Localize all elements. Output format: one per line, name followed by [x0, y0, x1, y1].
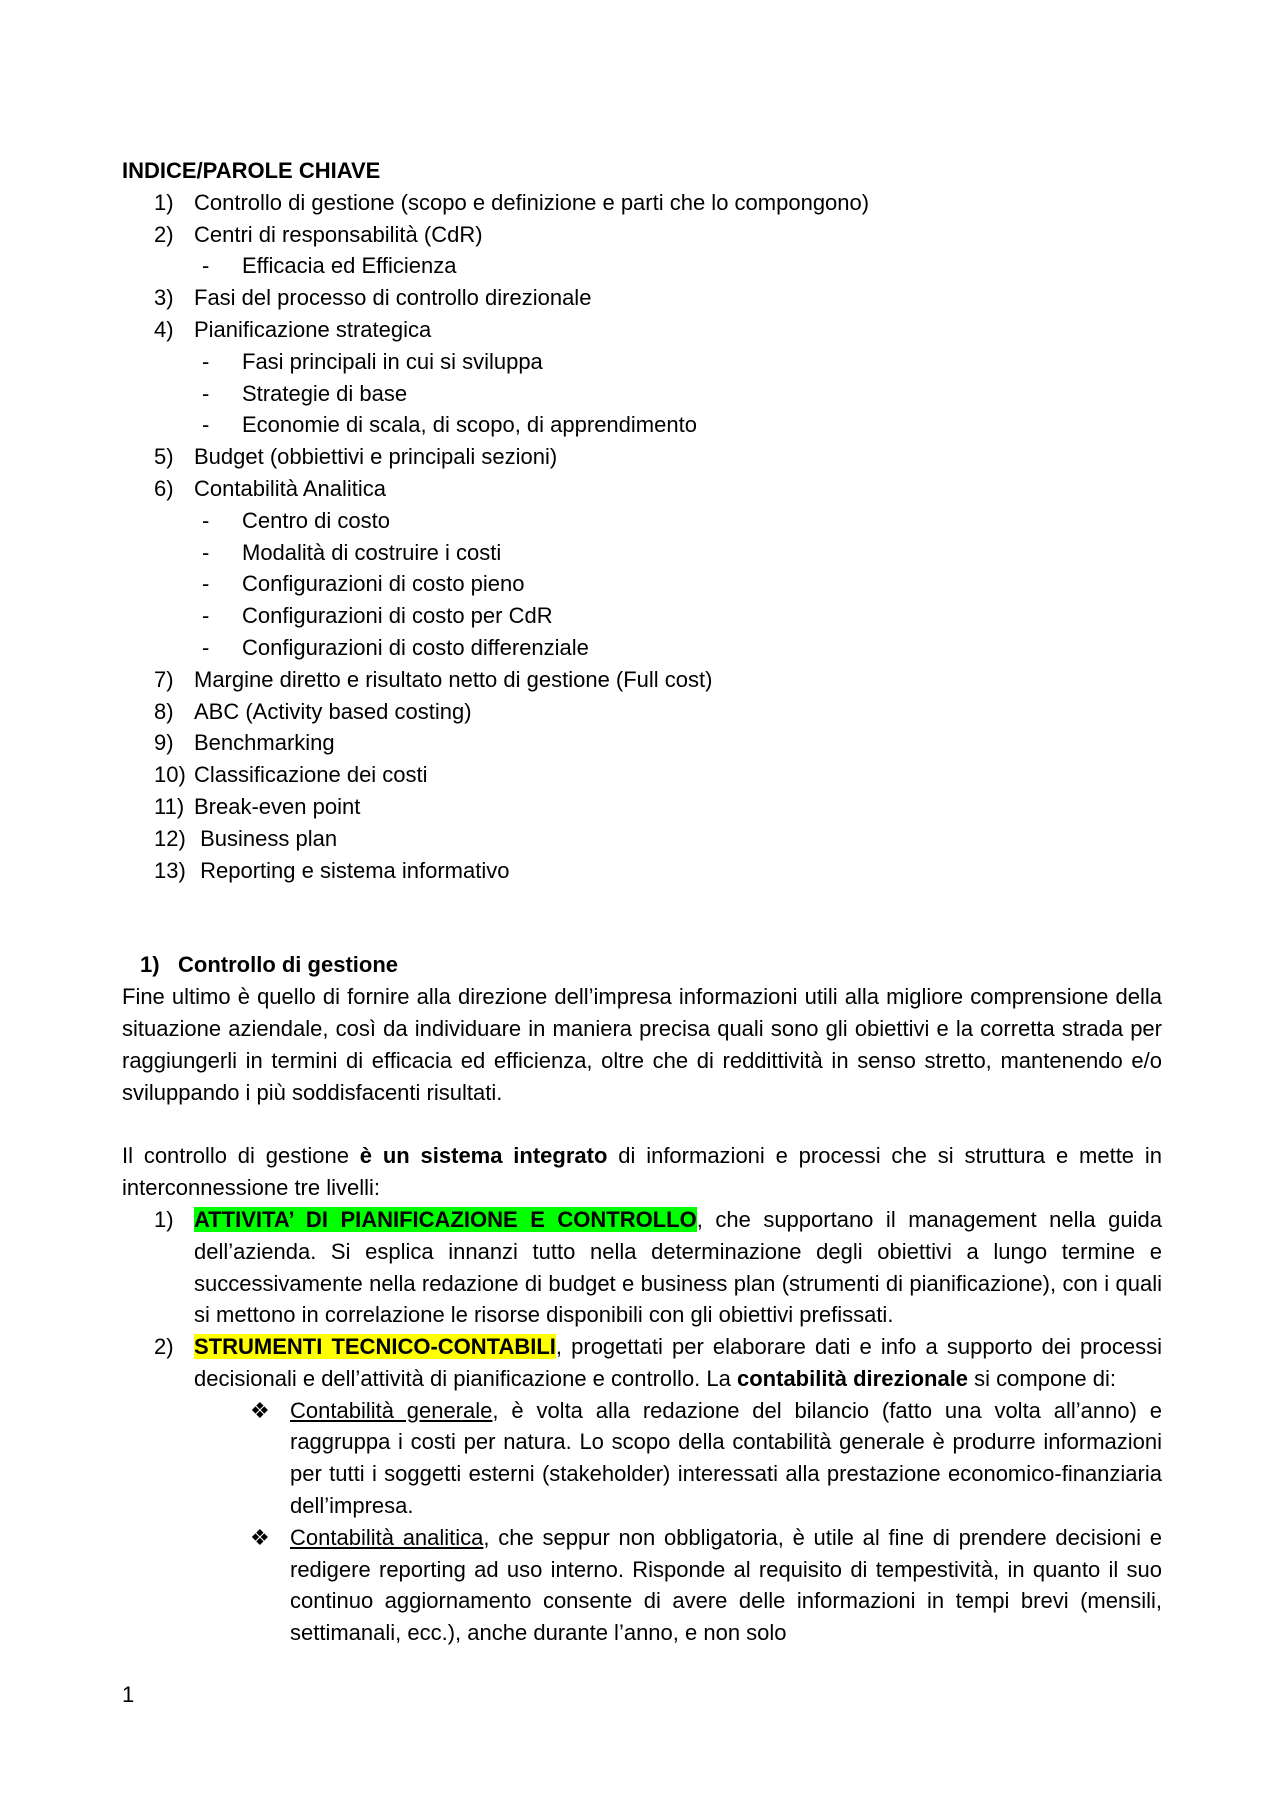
index-subitem: - Strategie di base — [202, 380, 408, 406]
index-title: INDICE/PAROLE CHIAVE — [122, 158, 381, 183]
page-number: 1 — [122, 1682, 135, 1707]
index-item: 9) Benchmarking — [154, 730, 335, 756]
index-item: 6) Contabilità Analitica — [154, 475, 387, 501]
index-subitem: - Configurazioni di costo pieno — [202, 571, 525, 597]
index-subitem: - Centro di costo — [202, 507, 390, 533]
index-item: 1) Controllo di gestione (scopo e definizione e parti che lo compongono) — [154, 189, 870, 215]
index-subitem: - Efficacia ed Efficienza — [202, 253, 457, 279]
diamond-bullet-icon: ❖ — [250, 1524, 270, 1550]
diamond-bullet-icon: ❖ — [250, 1397, 270, 1423]
index-item: 5) Budget (obbiettivi e principali sezioni) — [154, 444, 558, 470]
highlight-green: ATTIVITA’ DI PIANIFICAZIONE E CONTROLLO — [194, 1206, 697, 1232]
index-item: 7) Margine diretto e risultato netto di gestione (Full cost) — [154, 666, 713, 692]
index-item: 3) Fasi del processo di controllo direzionale — [154, 285, 592, 311]
bullet-item: ❖ Contabilità analitica, che seppur non obbligatoria, è utile al fine di prendere decisioni e redigere reporting ad uso interno. Risponde al requisito di tempestività, in quanto il suo continuo aggiornamento consente di avere delle informazioni in tempi brevi (mensili, settimanali, ecc.), anche durante l’anno, e non solo — [122, 1522, 1162, 1649]
level-item: 2) STRUMENTI TECNICO-CONTABILI, progettati per elaborare dati e info a supporto dei processi decisionali e dell’attività di pianificazione e controllo. La contabilità direzionale si compone di: — [154, 1334, 1162, 1391]
index-subitem: - Modalità di costruire i costi — [202, 539, 502, 565]
index-item: 10) Classificazione dei costi — [154, 762, 428, 788]
highlight-yellow: STRUMENTI TECNICO-CONTABILI — [194, 1334, 556, 1360]
index-subitem: - Economie di scala, di scopo, di apprendimento — [202, 412, 697, 438]
index-item: 2) Centri di responsabilità (CdR) — [154, 221, 483, 247]
bullet-item: ❖ Contabilità generale, è volta alla redazione del bilancio (fatto una volta all’anno) e raggruppa i costi per natura. Lo scopo della contabilità generale è produrre informazioni per tutti i soggetti esterni (stakeholder) interessati alla prestazione economico-finanziaria dell’impresa. — [122, 1395, 1162, 1522]
index-item: 12) Business plan — [154, 825, 338, 851]
section-paragraph: Fine ultimo è quello di fornire alla direzione dell’impresa informazioni utili alla migliore comprensione della situazione aziendale, così da individuare in maniera precisa quali sono gli obiettivi e la corretta strada per raggiungerli in termini di efficacia ed efficienza, oltre che di reddittività in senso stretto, mantenendo e/o sviluppando i più soddisfacenti risultati. — [122, 984, 1162, 1105]
index-subitem: - Fasi principali in cui si sviluppa — [202, 348, 543, 374]
index-item: 11) Break-even point — [154, 793, 361, 819]
index-item: 13) Reporting e sistema informativo — [154, 857, 510, 883]
index-item: 8) ABC (Activity based costing) — [154, 698, 472, 724]
index-subitem: - Configurazioni di costo differenziale — [202, 634, 589, 660]
section-heading: 1) Controllo di gestione — [140, 952, 398, 978]
page-content — [122, 155, 1162, 1649]
index-list — [122, 187, 1162, 887]
section-paragraph: Il controllo di gestione è un sistema integrato di informazioni e processi che si struttura e mette in interconnessione tre livelli: — [122, 1143, 1162, 1201]
level-item: 1) ATTIVITA’ DI PIANIFICAZIONE E CONTROLLO, che supportano il management nella guida dell’azienda. Si esplica innanzi tutto nella determinazione degli obiettivi a lungo termine e successivamente nella redazione di budget e business plan (strumenti di pianificazione), con i quali si mettono in correlazione le risorse disponibili con gli obiettivi prefissati. — [154, 1206, 1162, 1328]
index-subitem: - Configurazioni di costo per CdR — [202, 603, 553, 629]
index-item: 4) Pianificazione strategica — [154, 316, 432, 342]
